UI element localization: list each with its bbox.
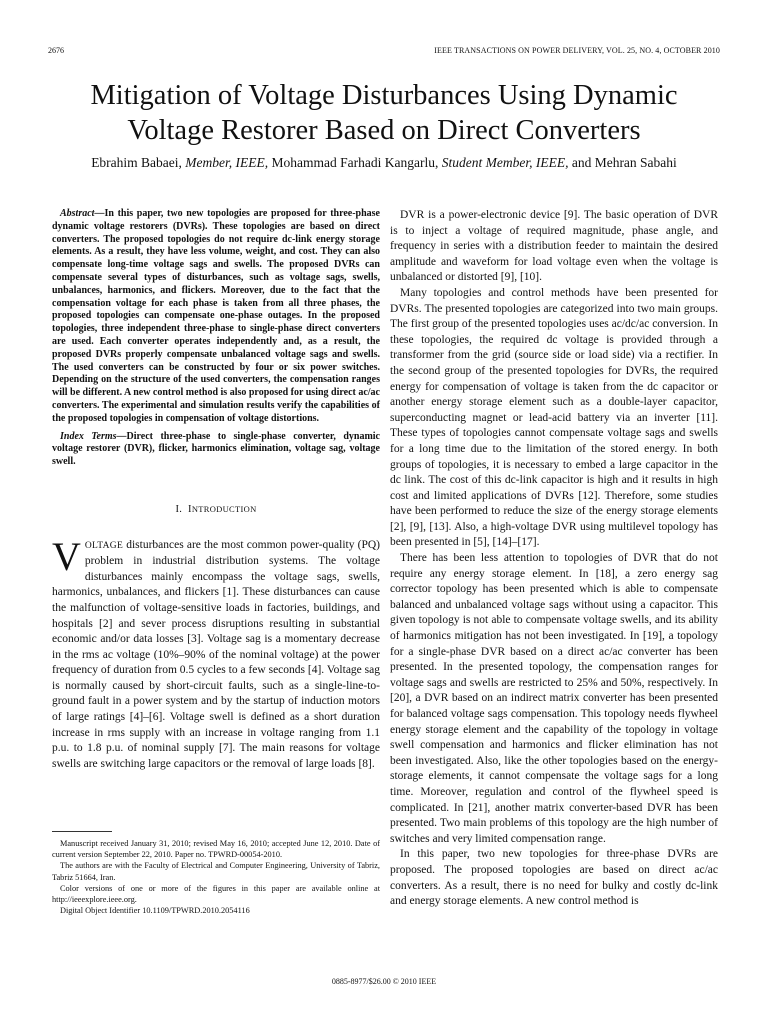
author-2: Mohammad Farhadi Kangarlu, xyxy=(271,155,439,170)
paragraph-dvr-basic: DVR is a power-electronic device [9]. The basic operation of DVR is to inject a voltage of required magnitude, phase angle, and frequency in series with a distribution feeder to maintain the desired amplitude and waveform for load voltage even when the voltage is unbalanced or distorted [9], [10]. xyxy=(390,209,718,284)
intro-paragraph xyxy=(52,533,380,773)
author-3: and Mehran Sabahi xyxy=(571,155,677,170)
section-number: I. xyxy=(175,503,183,515)
section-first-letter: I xyxy=(188,503,192,515)
paragraph-this-paper: In this paper, two new topologies for three-phase DVRs are proposed. The proposed topologies are based on direct ac/ac converters. As a result, there is no need for bulky and costly dc-link and energy storage elements. A new control method is xyxy=(390,848,718,908)
title-line-1: Mitigation of Voltage Disturbances Using Dynamic xyxy=(90,80,678,111)
footnote-manuscript: Manuscript received January 31, 2010; revised May 16, 2010; accepted June 12, 2010. Date of current version September 22, 2010. Paper no. TPWRD-00054-2010. xyxy=(52,839,380,860)
drop-cap: V xyxy=(52,533,81,579)
footnote-color: Color versions of one or more of the figures in this paper are available online at http://ieeexplore.ieee.org. xyxy=(52,883,380,905)
author-1: Ebrahim Babaei, xyxy=(91,155,182,170)
page-number: 2676 xyxy=(48,46,64,55)
paper-title xyxy=(0,78,768,148)
abstract xyxy=(52,208,380,426)
intro-caps: OLTAGE xyxy=(84,540,124,551)
footnote-rule xyxy=(52,831,112,832)
index-terms-text: Direct three-phase to single-phase converter, dynamic voltage restorer (DVR), flicker, harmonics elimination, voltage sag, voltage swell. xyxy=(52,430,380,468)
left-column xyxy=(52,208,380,772)
abstract-label: Abstract— xyxy=(60,208,105,219)
author-1-role: Member, IEEE, xyxy=(185,155,269,170)
paragraph-topologies: Many topologies and control methods have been presented for DVRs. The presented topologies are categorized into two main groups. The first group of the presented topologies uses ac/dc/ac conversion. In these topologies, the required dc voltage is provided through a transformer from the grid (source side or load side) via a rectifier. In the second group of the presented topologies for DVRs, the required energy for compensation of voltage is taken from the dc capacitor or another energy storage element such as a double-layer capacitor, superconducting magnet or lead-acid battery via an inverter [11]. These types of topologies cannot compensate voltage sags and swells for a long time due to the limitation of the stored energy. In both groups of topologies, it is necessary to embed a large capacitor in the dc link. The cost of this dc-link capacitor is high and it results in high cost and limited applications of DVRs [12]. Therefore, some studies have been performed to reduce the size of the energy storage elements [2], [9], [13]. Also, a high-voltage DVR using multilevel topology has been presented in [5], [14]–[17]. xyxy=(390,286,718,549)
copyright-footer: 0885-8977/$26.00 © 2010 IEEE xyxy=(331,977,437,986)
right-column xyxy=(390,208,718,910)
intro-text: disturbances are the most common power-quality (PQ) problem in industrial distribution systems. The voltage disturbances mainly encompass the voltage sags, swells, harmonics, unbalances, and flickers [1]. These disturbances can cause the malfunction of voltage-sensitive loads in factories, buildings, and hospitals [2] and sever process disruptions resulting in substantial economic and/or data losses [3]. Voltage sag is a momentary decrease in the rms ac voltage (10%–90% of the nominal voltage) at the power frequency of duration from 0.5 cycles to a few seconds [4]. Voltage sag is normally caused by short-circuit faults, such as a single-line-to-ground fault in a power system and by the startup of induction motors of large ratings [4]–[6]. Voltage swell is defined as a short duration increase in rms supply with an increase in voltage ranging from 1.1 p.u. to 1.8 p.u. of nominal supply [7]. The main reasons for voltage swells are switching large capacitors or the removal of large loads [8]. xyxy=(52,538,380,770)
section-heading-introduction xyxy=(52,502,380,518)
index-terms-label: Index Terms— xyxy=(60,430,127,442)
section-title-rest: NTRODUCTION xyxy=(191,503,257,514)
paragraph-less-attention: There has been less attention to topologies of DVR that do not require any energy storage element. In [18], a zero energy sag corrector topology has been presented which is able to compensate balanced and unbalanced voltage sags without using a capacitor. This given topology is not able to compensate voltage swells, and its ability of harmonics mitigation has not been investigated. In [19], a topology for a single-phase DVR based on a direct ac/ac converter has been presented. In the presented topology, the compensation ranges for voltage sags and swells are restricted to 25% and 50%, respectively. In [20], a DVR based on an indirect matrix converter has been presented for balanced voltage sags compensation. This topology needs flywheel energy storage element and the capability of the topology in voltage swell compensation and harmonics and flicker elimination has not been investigated. Also, like the other topologies based on the energy-storage elements, it cannot compensate the voltage sags for a long time. Moreover, regulation and control of the flywheel speed is complicated. In [21], another matrix converter-based DVR has been presented. Two main problems of this topology are the high number of switches and very limited compensation range. xyxy=(390,552,718,845)
footnote-affiliation: The authors are with the Faculty of Electrical and Computer Engineering, University of Tabriz, Tabriz 51664, Iran. xyxy=(52,861,380,882)
author-line xyxy=(0,155,768,171)
title-line-2: Voltage Restorer Based on Direct Converters xyxy=(127,115,641,146)
footnotes xyxy=(52,838,380,916)
footnote-doi: Digital Object Identifier 10.1109/TPWRD.2010.2054116 xyxy=(60,906,250,916)
abstract-text: In this paper, two new topologies are proposed for three-phase dynamic voltage restorers (DVRs). These topologies are based on direct converters. The proposed topologies do not require dc-link energy storage elements. As a result, they have less volume, weight, and cost. They can also compensate long-time voltage sags and swells. The proposed DVRs can compensate several types of disturbances, such as voltage sags, swells, unbalances, harmonics, and flickers. Moreover, due to the fact that the compensation voltage for each phase is taken from all three phases, the proposed topologies can compensate one-phase outages. In the proposed topologies, three independent three-phase to single-phase direct converters are used. Each converter operates independently and, as a result, the proposed DVRs properly compensate unbalanced voltage sags and swells. The used converters can be constructed by four or six power switches. Depending on the structure of the used converters, the compensation ranges will be different. A new control method is also proposed for using direct ac/ac converters. The experimental and simulation results verify the capabilities of the proposed topologies in compensation of voltage distortions. xyxy=(52,208,380,424)
author-2-role: Student Member, IEEE, xyxy=(441,155,569,170)
index-terms xyxy=(52,431,380,469)
journal-header: IEEE TRANSACTIONS ON POWER DELIVERY, VOL. 25, NO. 4, OCTOBER 2010 xyxy=(434,46,720,55)
